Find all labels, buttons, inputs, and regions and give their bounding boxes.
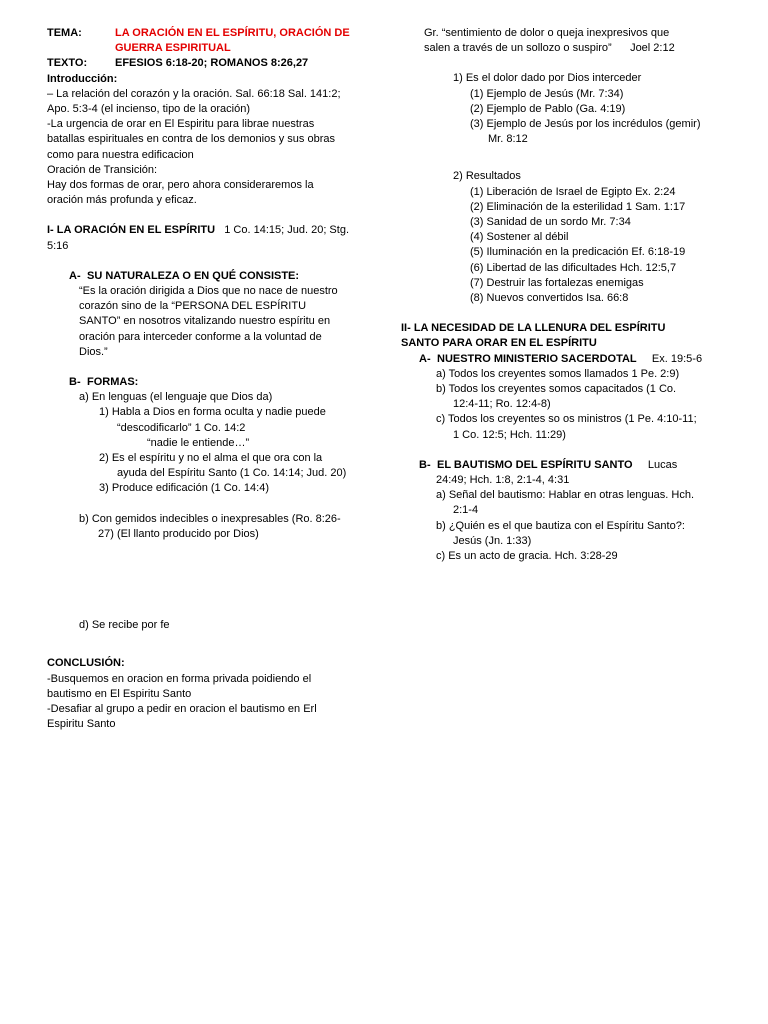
section2b-item-cont: Jesús (Jn. 1:33) <box>453 534 532 547</box>
intro-line: Oración de Transición: <box>47 163 158 176</box>
section1-refs-cont: 5:16 <box>47 239 69 252</box>
forma-a-item-2: 2) Es el espíritu y no el alma el que ora con la <box>99 452 323 465</box>
result-item-1: 1) Es el dolor dado por Dios interceder <box>453 72 642 85</box>
forma-d: d) Se recibe por fe <box>79 619 170 632</box>
intro-line: como para nuestra edificacion <box>47 148 194 161</box>
result-item-2: 2) Resultados <box>453 170 521 183</box>
section2b-title: EL BAUTISMO DEL ESPÍRITU SANTO <box>437 458 633 471</box>
forma-a: a) En lenguas (el lenguaje que Dios da) <box>79 391 273 404</box>
forma-a-item-2-cont: ayuda del Espíritu Santo (1 Co. 14:14; Jud. 20) <box>117 467 347 480</box>
intro-line: Hay dos formas de orar, pero ahora consideraremos la <box>47 179 314 192</box>
section2a-title: NUESTRO MINISTERIO SACERDOTAL <box>437 352 637 365</box>
section2a-heading <box>401 352 731 367</box>
subsection-b-marker: B- <box>69 376 81 389</box>
item1-sub: (1) Ejemplo de Jesús (Mr. 7:34) <box>470 87 624 100</box>
intro-line: – La relación del corazón y la oración. Sal. 66:18 Sal. 141:2; <box>47 87 341 100</box>
forma-a-item-3: 3) Produce edificación (1 Co. 14:4) <box>99 482 269 495</box>
intro-line: Apo. 5:3-4 (el incienso, tipo de la oración) <box>47 103 251 116</box>
section2b-item-cont: 2:1-4 <box>453 504 479 517</box>
section2a-ref: Ex. 19:5-6 <box>651 352 703 365</box>
section2b-item: b) ¿Quién es el que bautiza con el Espíritu Santo?: <box>436 519 685 532</box>
subsection-a-line: oración para interceder conforme a la voluntad de <box>79 330 322 343</box>
subsection-b-heading <box>47 375 372 390</box>
section2b-marker: B- <box>419 458 431 471</box>
item2-sub: (1) Liberación de Israel de Egipto Ex. 2:24 <box>470 185 676 198</box>
section2b-heading <box>401 458 731 473</box>
conclusion-heading: CONCLUSIÓN: <box>47 657 125 670</box>
section2b-ref-cont: 24:49; Hch. 1:8, 2:1-4, 4:31 <box>436 474 570 487</box>
conclusion-line: bautismo en El Espiritu Santo <box>47 687 192 700</box>
intro-heading: Introducción: <box>47 72 118 85</box>
tema-title-line1: LA ORACIÓN EN EL ESPÍRITU, ORACIÓN DE <box>115 27 350 39</box>
item1-sub-cont: Mr. 8:12 <box>488 133 528 146</box>
subsection-a-marker: A- <box>69 269 81 282</box>
subsection-b-title: FORMAS: <box>87 376 139 389</box>
greek-definition-ref: Joel 2:12 <box>630 42 675 55</box>
item2-sub: (6) Libertad de las dificultades Hch. 12:5,7 <box>470 261 677 274</box>
section2-title-line1: II- LA NECESIDAD DE LA LLENURA DEL ESPÍRITU <box>401 322 666 335</box>
item2-sub: (3) Sanidad de un sordo Mr. 7:34 <box>470 216 631 229</box>
subsection-a-line: Dios.” <box>79 345 108 358</box>
forma-a-item-1-quote: “nadie le entiende…” <box>147 436 250 449</box>
right-column <box>401 26 731 564</box>
left-column <box>47 26 372 732</box>
item2-sub: (5) Iluminación en la predicación Ef. 6:18-19 <box>470 246 686 259</box>
section2a-item-cont: 12:4-11; Ro. 12:4-8) <box>453 398 551 411</box>
greek-definition-text: salen a través de un sollozo o suspiro” <box>424 42 612 55</box>
subsection-a-heading <box>47 269 372 284</box>
forma-a-item-1-cont: “descodificarlo” 1 Co. 14:2 <box>117 421 246 434</box>
subsection-a-title: SU NATURALEZA O EN QUÉ CONSISTE: <box>87 269 300 282</box>
section1-title: I- LA ORACIÓN EN EL ESPÍRITU <box>47 224 216 237</box>
item1-sub: (3) Ejemplo de Jesús por los incrédulos (gemir) <box>470 118 701 131</box>
texto-label: TEXTO: <box>47 57 88 70</box>
item1-sub: (2) Ejemplo de Pablo (Ga. 4:19) <box>470 102 626 115</box>
section2a-item: c) Todos los creyentes so os ministros (1 Pe. 4:10-11; <box>436 413 697 426</box>
greek-definition-line2 <box>401 41 731 56</box>
intro-line: oración más profunda y eficaz. <box>47 194 197 207</box>
item2-sub: (4) Sostener al débil <box>470 231 569 244</box>
forma-b-cont: 27) (El llanto producido por Dios) <box>98 527 259 540</box>
conclusion-line: -Desafiar al grupo a pedir en oracion el bautismo en Erl <box>47 702 317 715</box>
section2a-item-cont: 1 Co. 12:5; Hch. 11:29) <box>453 428 566 441</box>
texto-value: EFESIOS 6:18-20; ROMANOS 8:26,27 <box>115 57 309 70</box>
section2a-item: a) Todos los creyentes somos llamados 1 Pe. 2:9) <box>436 367 680 380</box>
item2-sub: (8) Nuevos convertidos Isa. 66:8 <box>470 292 629 305</box>
subsection-a-line: corazón sino de la “PERSONA DEL ESPÍRITU <box>79 300 307 313</box>
section2-title-line2: SANTO PARA ORAR EN EL ESPÍRITU <box>401 337 597 350</box>
conclusion-line: -Busquemos en oracion en forma privada poidiendo el <box>47 672 312 685</box>
subsection-a-line: SANTO” en nosotros vitalizando nuestro espíritu en <box>79 315 331 328</box>
section2b-item: c) Es un acto de gracia. Hch. 3:28-29 <box>436 550 618 563</box>
intro-line: batallas espirituales en contra de los demonios y sus obras <box>47 133 335 146</box>
subsection-a-line: “Es la oración dirigida a Dios que no nace de nuestro <box>79 285 338 298</box>
section2b-ref: Lucas <box>647 458 678 471</box>
item2-sub: (2) Eliminación de la esterilidad 1 Sam. 1:17 <box>470 200 686 213</box>
section1-refs: 1 Co. 14:15; Jud. 20; Stg. <box>224 224 349 237</box>
intro-line: -La urgencia de orar en El Espiritu para librae nuestras <box>47 118 315 131</box>
tema-row-2 <box>47 41 372 56</box>
section2b-item: a) Señal del bautismo: Hablar en otras lenguas. Hch. <box>436 489 695 502</box>
conclusion-line: Espiritu Santo <box>47 718 116 731</box>
item2-sub: (7) Destruir las fortalezas enemigas <box>470 276 644 289</box>
greek-definition-line1: Gr. “sentimiento de dolor o queja inexpresivos que <box>424 27 670 39</box>
tema-row <box>47 26 372 41</box>
forma-b: b) Con gemidos indecibles o inexpresables (Ro. 8:26- <box>79 512 341 525</box>
section2a-item: b) Todos los creyentes somos capacitados (1 Co. <box>436 383 677 396</box>
texto-row <box>47 56 372 71</box>
forma-a-item-1: 1) Habla a Dios en forma oculta y nadie puede <box>99 406 326 419</box>
tema-title-line2: GUERRA ESPIRITUAL <box>115 42 231 55</box>
section2a-marker: A- <box>419 352 431 365</box>
tema-label: TEMA: <box>47 27 82 39</box>
section1-heading <box>47 223 372 238</box>
